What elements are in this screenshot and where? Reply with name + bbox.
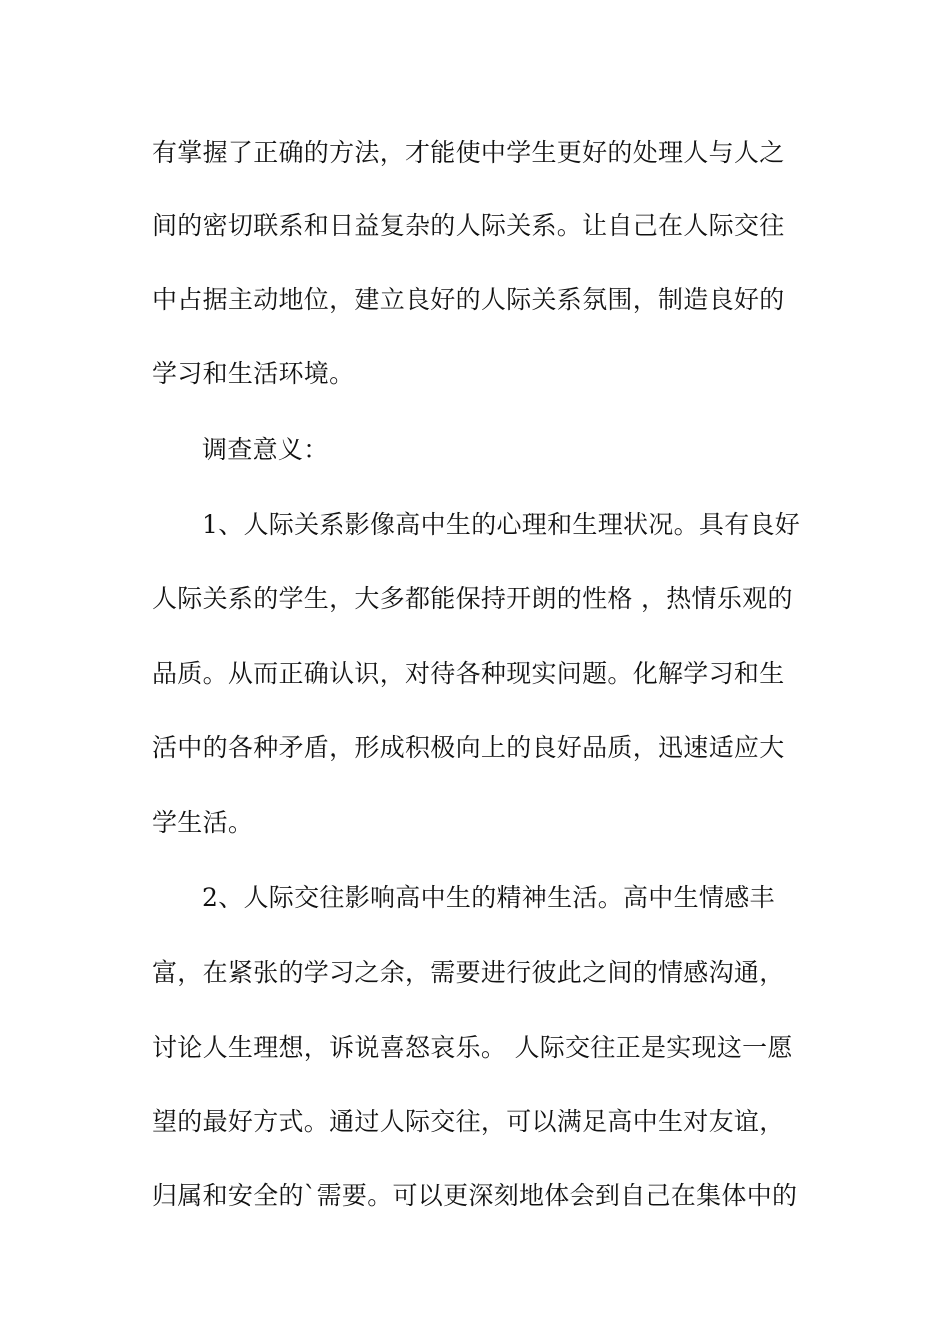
text-line-1: 有掌握了正确的方法，才能使中学生更好的处理人与人之 bbox=[152, 138, 785, 167]
text-line-13: 讨论人生理想，诉说喜怒哀乐。 人际交往正是实现这一愿 bbox=[152, 1033, 793, 1062]
text-line-7: 人际关系的学生，大多都能保持开朗的性格 ，热情乐观的 bbox=[152, 584, 793, 613]
text-line-15: 归属和安全的`需要。可以更深刻地体会到自己在集体中的 bbox=[152, 1181, 798, 1210]
text-line-8: 品质。从而正确认识，对待各种现实问题。化解学习和生 bbox=[152, 659, 785, 688]
text-line-3: 中占据主动地位，建立良好的人际关系氛围，制造良好的 bbox=[152, 285, 785, 314]
text-line-4: 学习和生活环境。 bbox=[152, 359, 355, 388]
text-line-14: 望的最好方式。通过人际交往，可以满足高中生对友谊， bbox=[152, 1107, 785, 1136]
text-line-6: 1、人际关系影像高中生的心理和生理状况。具有良好 bbox=[202, 510, 801, 539]
text-line-11: 2、人际交往影响高中生的精神生活。高中生情感丰 bbox=[202, 883, 775, 912]
text-line-2: 间的密切联系和日益复杂的人际关系。让自己在人际交往 bbox=[152, 211, 785, 240]
text-line-9: 活中的各种矛盾，形成积极向上的良好品质，迅速适应大 bbox=[152, 733, 785, 762]
text-line-12: 富，在紧张的学习之余，需要进行彼此之间的情感沟通， bbox=[152, 958, 785, 987]
text-line-10: 学生活。 bbox=[152, 808, 254, 837]
section-heading: 调查意义： bbox=[202, 435, 329, 464]
